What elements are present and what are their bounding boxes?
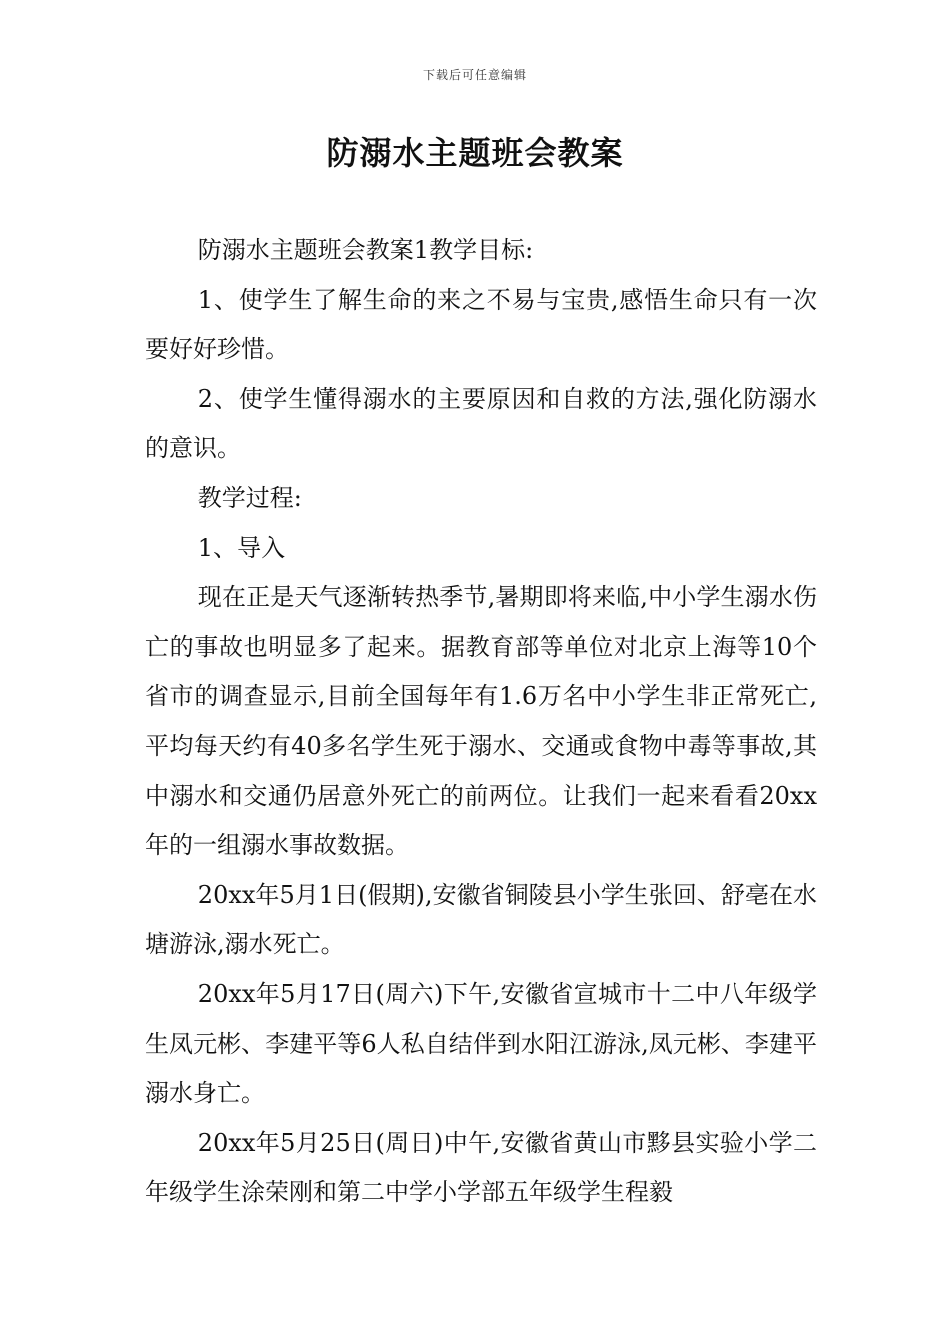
paragraph: 现在正是天气逐渐转热季节,暑期即将来临,中小学生溺水伤亡的事故也明显多了起来。据教育部等单位对北京上海等10个省市的调查显示,目前全国每年有1.6万名中小学生非正常死亡,平均每天约有40多名学生死于溺水、交通或食物中毒等事故,其中溺水和交通仍居意外死亡的前两位。让我们一起来看看20xx年的一组溺水事故数据。: [145, 583, 817, 860]
paragraph: 2、使学生懂得溺水的主要原因和自救的方法,强化防溺水的意识。: [145, 384, 817, 463]
paragraph: 防溺水主题班会教案1教学目标:: [197, 236, 534, 264]
paragraph: 1、使学生了解生命的来之不易与宝贵,感悟生命只有一次要好好珍惜。: [145, 285, 817, 364]
paragraph: 20xx年5月17日(周六)下午,安徽省宣城市十二中八年级学生凤元彬、李建平等6人私自结伴到水阳江游泳,凤元彬、李建平溺水身亡。: [145, 979, 817, 1108]
paragraph: 20xx年5月1日(假期),安徽省铜陵县小学生张回、舒亳在水塘游泳,溺水死亡。: [145, 880, 817, 959]
header-note: 下载后可任意编辑: [422, 68, 527, 82]
document-body: [145, 226, 817, 1218]
paragraph: 1、导入: [197, 533, 286, 562]
paragraph: 20xx年5月25日(周日)中午,安徽省黄山市黟县实验小学二年级学生涂荣刚和第二中学小学部五年级学生程毅: [145, 1128, 817, 1207]
paragraph: 教学过程:: [197, 483, 302, 512]
document-title: 防溺水主题班会教案: [326, 134, 624, 172]
